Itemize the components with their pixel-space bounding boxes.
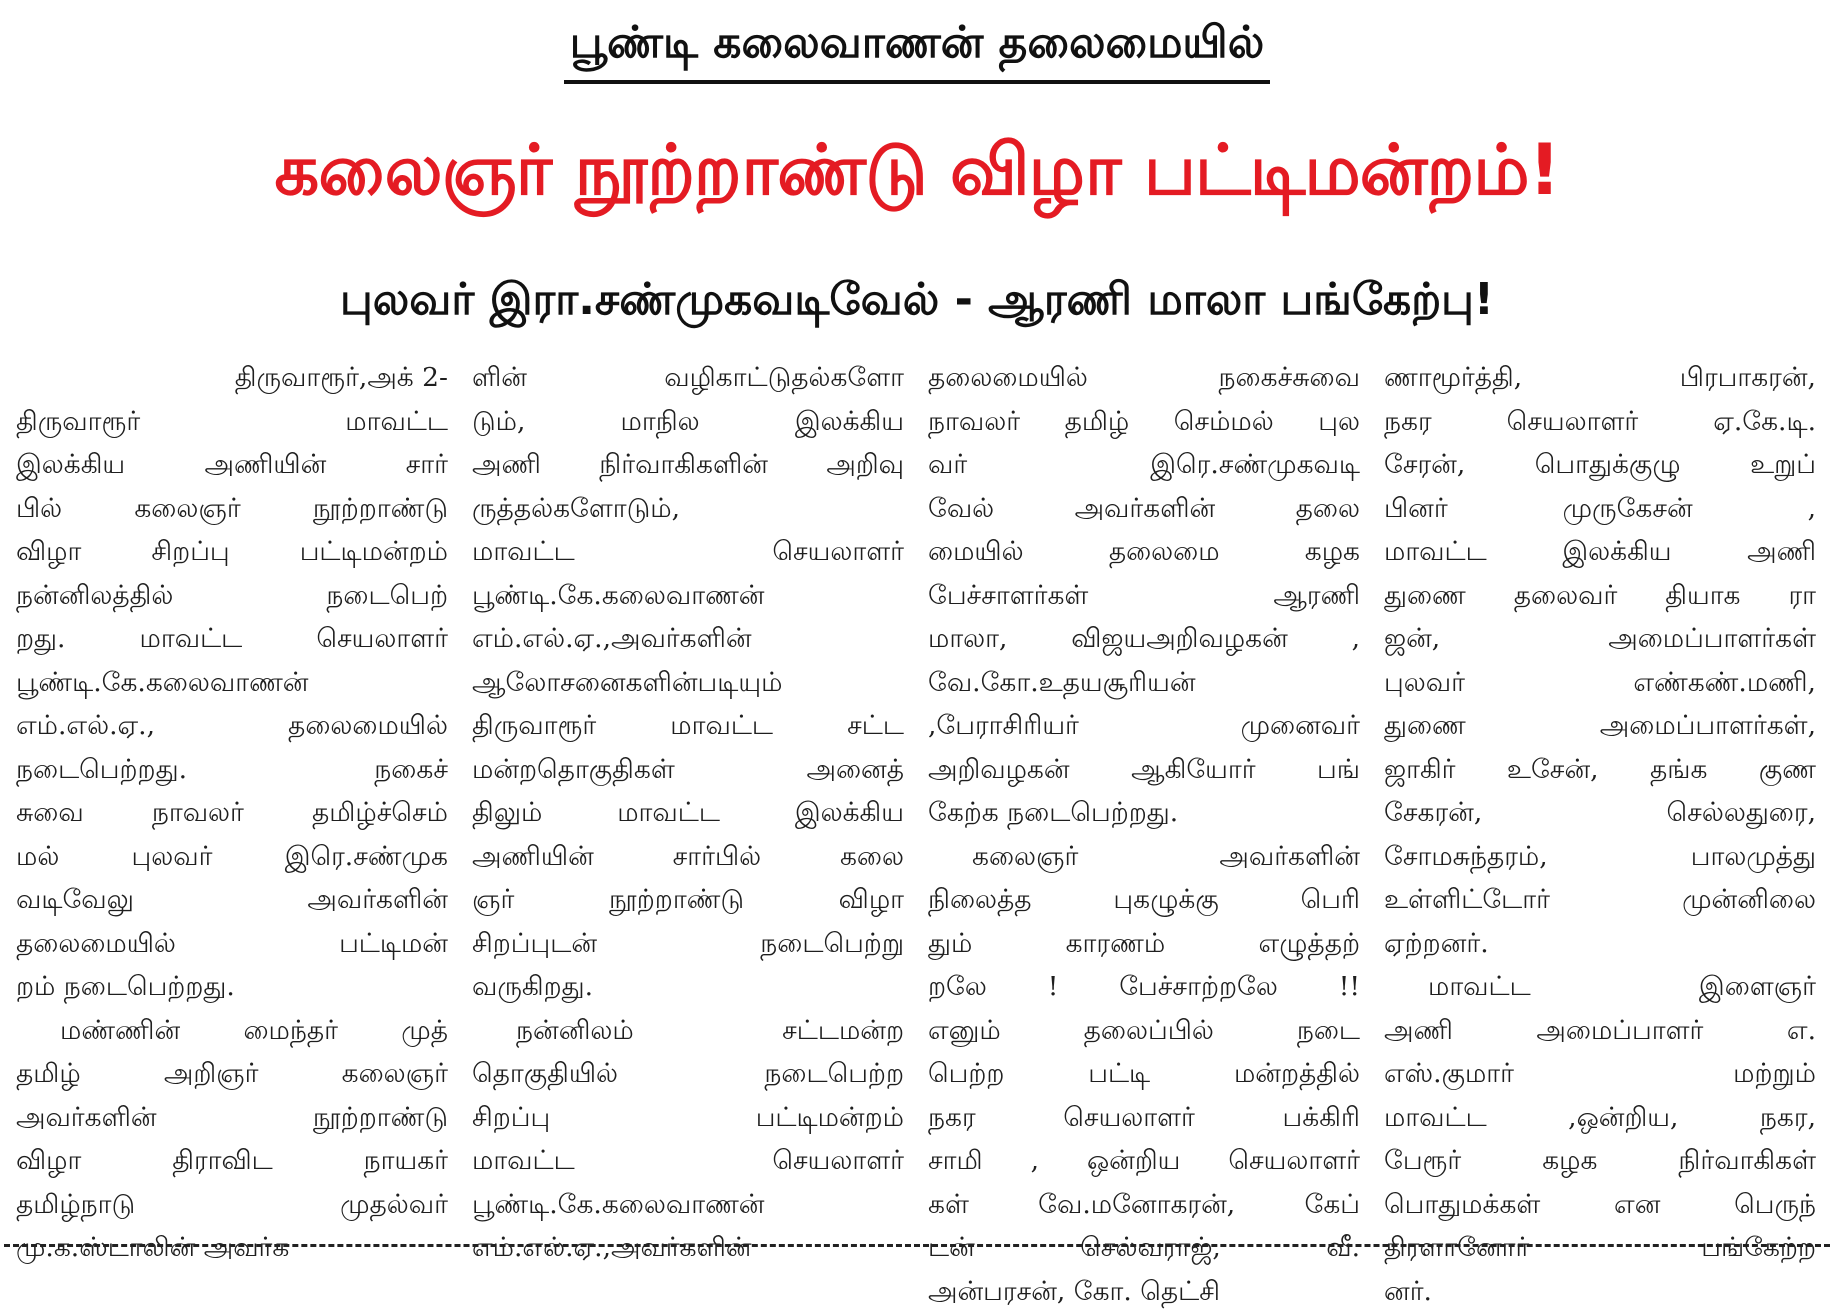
text-line: நடைபெற்றது. நகைச் bbox=[16, 748, 448, 792]
text-line: சிறப்பு பட்டிமன்றம் bbox=[472, 1096, 904, 1140]
text-line: ஜாகிர் உசேன், தங்க குண bbox=[1384, 748, 1816, 792]
text-line: பில் கலைஞர் நூற்றாண்டு bbox=[16, 487, 448, 531]
text-line: வே.கோ.உதயசூரியன் bbox=[928, 661, 1360, 705]
text-line: வடிவேலு அவர்களின் bbox=[16, 878, 448, 922]
text-line: நிலைத்த புகழுக்கு பெரி bbox=[928, 878, 1360, 922]
text-line: அறிவழகன் ஆகியோர் பங் bbox=[928, 748, 1360, 792]
text-line: சிறப்புடன் நடைபெற்று bbox=[472, 922, 904, 966]
text-line: நன்னிலம் சட்டமன்ற bbox=[472, 1009, 904, 1053]
text-line: பூண்டி.கே.கலைவாணன் bbox=[472, 1183, 904, 1227]
text-line: மண்ணின் மைந்தர் முத் bbox=[16, 1009, 448, 1053]
kicker-title: பூண்டி கலைவாணன் தலைமையில் bbox=[564, 14, 1270, 84]
text-line: நாவலர் தமிழ் செம்மல் புல bbox=[928, 400, 1360, 444]
text-line: மன்றதொகுதிகள் அனைத் bbox=[472, 748, 904, 792]
text-line: இலக்கிய அணியின் சார் bbox=[16, 443, 448, 487]
text-line: பேச்சாளர்கள் ஆரணி bbox=[928, 574, 1360, 618]
column-1 bbox=[4, 356, 460, 1230]
text-line: திரளானோர் பங்கேற்ற bbox=[1384, 1226, 1816, 1270]
text-line: திருவாரூர் மாவட்ட bbox=[16, 400, 448, 444]
text-line: ணாமூர்த்தி, பிரபாகரன், bbox=[1384, 356, 1816, 400]
text-line: உள்ளிட்டோர் முன்னிலை bbox=[1384, 878, 1816, 922]
text-line: ஞர் நூற்றாண்டு விழா bbox=[472, 878, 904, 922]
text-line: றலே ! பேச்சாற்றலே !! bbox=[928, 965, 1360, 1009]
text-line: தொகுதியில் நடைபெற்ற bbox=[472, 1052, 904, 1096]
text-line: மாலா, விஜயஅறிவழகன் , bbox=[928, 617, 1360, 661]
text-line: எஸ்.குமார் மற்றும் bbox=[1384, 1052, 1816, 1096]
text-line: நன்னிலத்தில் நடைபெற் bbox=[16, 574, 448, 618]
text-line: நகர செயலாளர் பக்கிரி bbox=[928, 1096, 1360, 1140]
kicker-wrap bbox=[0, 14, 1834, 84]
text-line: மையில் தலைமை கழக bbox=[928, 530, 1360, 574]
text-line: எம்.எல்.ஏ.,அவர்களின் bbox=[472, 617, 904, 661]
text-line: பேரூர் கழக நிர்வாகிகள் bbox=[1384, 1139, 1816, 1183]
text-line: றது. மாவட்ட செயலாளர் bbox=[16, 617, 448, 661]
column-3 bbox=[916, 356, 1372, 1230]
text-line: மாவட்ட செயலாளர் bbox=[472, 1139, 904, 1183]
text-line: சேரன், பொதுக்குழு உறுப் bbox=[1384, 443, 1816, 487]
text-line: டன் செல்வராஜ், வீ. bbox=[928, 1226, 1360, 1270]
text-line: மு.க.ஸ்டாலின் அவர்க bbox=[16, 1226, 448, 1270]
dashed-divider bbox=[4, 1244, 1830, 1247]
text-line: தலைமையில் பட்டிமன் bbox=[16, 922, 448, 966]
text-line: பினர் முருகேசன் , bbox=[1384, 487, 1816, 531]
text-line: புலவர் எண்கண்.மணி, bbox=[1384, 661, 1816, 705]
text-line: தலைமையில் நகைச்சுவை bbox=[928, 356, 1360, 400]
text-line: மாவட்ட இளைஞர் bbox=[1384, 965, 1816, 1009]
text-line: ஆலோசனைகளின்படியும் bbox=[472, 661, 904, 705]
text-line: பூண்டி.கே.கலைவாணன் bbox=[16, 661, 448, 705]
text-line: சுவை நாவலர் தமிழ்ச்செம் bbox=[16, 791, 448, 835]
text-line: வருகிறது. bbox=[472, 965, 904, 1009]
text-line: எம்.எல்.ஏ.,அவர்களின் bbox=[472, 1226, 904, 1270]
text-line: தமிழ்நாடு முதல்வர் bbox=[16, 1183, 448, 1227]
text-line: ளின் வழிகாட்டுதல்களோ bbox=[472, 356, 904, 400]
text-line: னர். bbox=[1384, 1270, 1816, 1313]
text-line: வர் இரெ.சண்முகவடி bbox=[928, 443, 1360, 487]
text-line: சோமசுந்தரம், பாலமுத்து bbox=[1384, 835, 1816, 879]
text-line: டும், மாநில இலக்கிய bbox=[472, 400, 904, 444]
text-line: ஜன், அமைப்பாளர்கள் bbox=[1384, 617, 1816, 661]
text-line: கள் வே.மனோகரன், கேப் bbox=[928, 1183, 1360, 1227]
text-line: விழா சிறப்பு பட்டிமன்றம் bbox=[16, 530, 448, 574]
text-line: பெற்ற பட்டி மன்றத்தில் bbox=[928, 1052, 1360, 1096]
text-line: அவர்களின் நூற்றாண்டு bbox=[16, 1096, 448, 1140]
text-line: அணி நிர்வாகிகளின் அறிவு bbox=[472, 443, 904, 487]
text-line: அன்பரசன், கோ. தெட்சி bbox=[928, 1270, 1360, 1313]
headline: கலைஞர் நூற்றாண்டு விழா பட்டிமன்றம்! bbox=[0, 120, 1834, 220]
text-line: பூண்டி.கே.கலைவாணன் bbox=[472, 574, 904, 618]
column-2 bbox=[460, 356, 916, 1230]
text-line: தும் காரணம் எழுத்தற் bbox=[928, 922, 1360, 966]
text-line: அணியின் சார்பில் கலை bbox=[472, 835, 904, 879]
text-line: எனும் தலைப்பில் நடை bbox=[928, 1009, 1360, 1053]
text-line: திலும் மாவட்ட இலக்கிய bbox=[472, 791, 904, 835]
article-body bbox=[4, 356, 1830, 1230]
text-line: அணி அமைப்பாளர் எ. bbox=[1384, 1009, 1816, 1053]
text-line: தமிழ் அறிஞர் கலைஞர் bbox=[16, 1052, 448, 1096]
text-line: சேகரன், செல்லதுரை, bbox=[1384, 791, 1816, 835]
text-line: ,பேராசிரியர் முனைவர் bbox=[928, 704, 1360, 748]
text-line: ருத்தல்களோடும், bbox=[472, 487, 904, 531]
text-line: திருவாரூர் மாவட்ட சட்ட bbox=[472, 704, 904, 748]
subhead: புலவர் இரா.சண்முகவடிவேல் - ஆரணி மாலா பங்கேற்பு! bbox=[0, 268, 1834, 332]
text-line: வேல் அவர்களின் தலை bbox=[928, 487, 1360, 531]
text-line: மாவட்ட இலக்கிய அணி bbox=[1384, 530, 1816, 574]
text-line: விழா திராவிட நாயகர் bbox=[16, 1139, 448, 1183]
text-line: மல் புலவர் இரெ.சண்முக bbox=[16, 835, 448, 879]
text-line: ஏற்றனர். bbox=[1384, 922, 1816, 966]
text-line: சாமி , ஒன்றிய செயலாளர் bbox=[928, 1139, 1360, 1183]
text-line: கேற்க நடைபெற்றது. bbox=[928, 791, 1360, 835]
text-line: நகர செயலாளர் ஏ.கே.டி. bbox=[1384, 400, 1816, 444]
column-4 bbox=[1372, 356, 1828, 1230]
text-line: எம்.எல்.ஏ., தலைமையில் bbox=[16, 704, 448, 748]
text-line: திருவாரூர்,அக் 2- bbox=[16, 356, 448, 400]
text-line: கலைஞர் அவர்களின் bbox=[928, 835, 1360, 879]
text-line: பொதுமக்கள் என பெருந் bbox=[1384, 1183, 1816, 1227]
text-line: றம் நடைபெற்றது. bbox=[16, 965, 448, 1009]
text-line: துணை தலைவர் தியாக ரா bbox=[1384, 574, 1816, 618]
text-line: மாவட்ட செயலாளர் bbox=[472, 530, 904, 574]
text-line: மாவட்ட ,ஒன்றிய, நகர, bbox=[1384, 1096, 1816, 1140]
text-line: துணை அமைப்பாளர்கள், bbox=[1384, 704, 1816, 748]
